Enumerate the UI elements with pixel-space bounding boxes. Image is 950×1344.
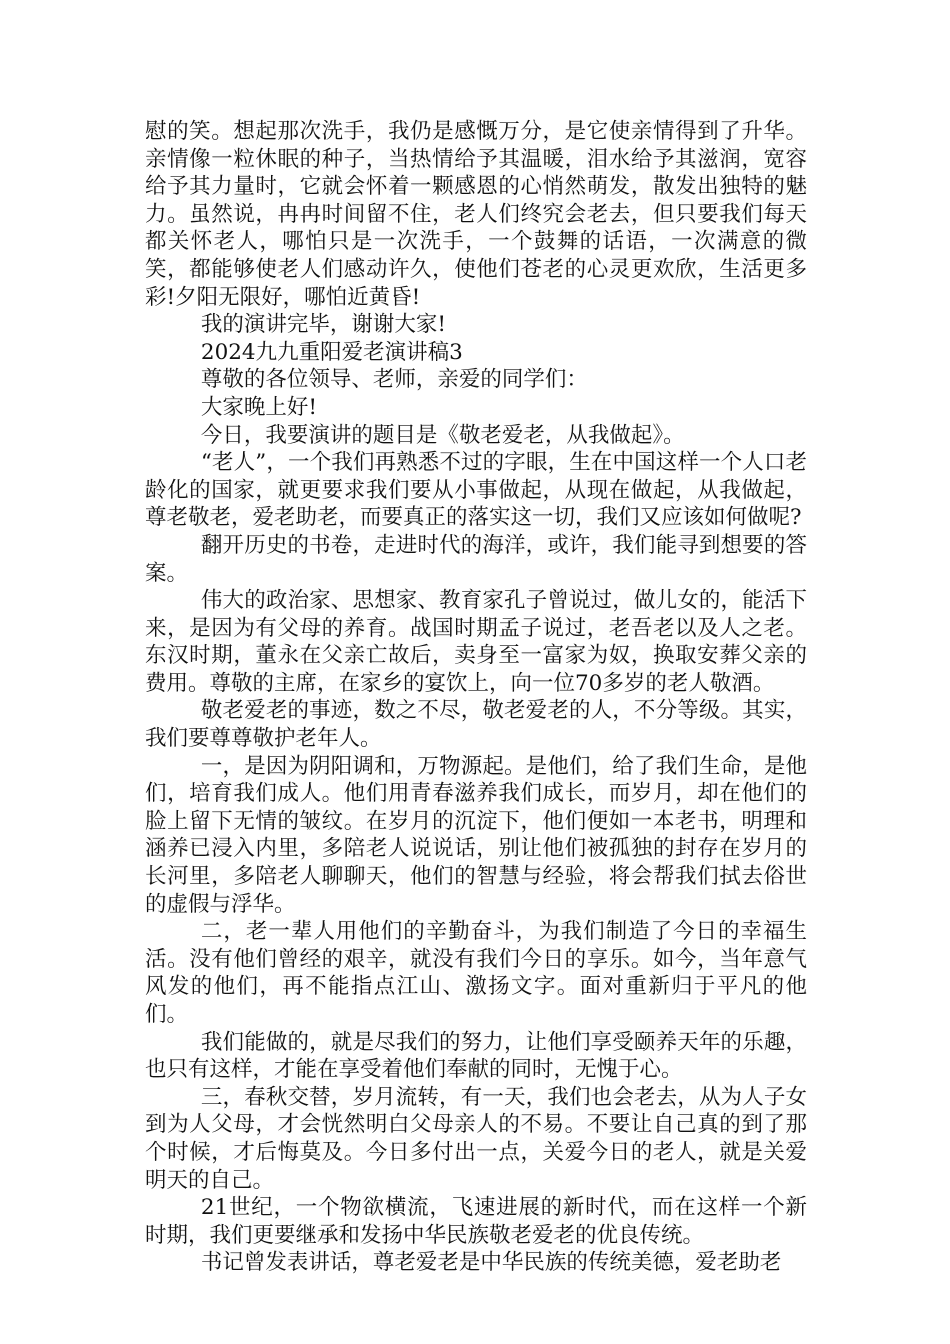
document-page (145, 118, 807, 1277)
paragraph-7: “老人”，一个我们再熟悉不过的字眼，生在中国这样一个人口老龄化的国家，就更要求我们要从小事做起，从现在做起，从我做起，尊老敬老，爱老助老，而要真正的落实这一切，我们又应该如何做呢? (145, 450, 807, 531)
speech-title: 2024九九重阳爱老演讲稿3 (200, 339, 463, 365)
paragraph-15: 21世纪，一个物欲横流，飞速进展的新时代，而在这样一个新时期，我们更要继承和发扬中华民族敬老爱老的优良传统。 (145, 1195, 807, 1248)
salutation: 尊敬的各位领导、老师，亲爱的同学们： (200, 367, 588, 393)
paragraph-14: 三，春秋交替，岁月流转，有一天，我们也会老去，从为人子女到为人父母，才会恍然明白父母亲人的不易。不要让自己真的到了那个时候，才后悔莫及。今日多付出一点，关爱今日的老人，就是关爱明天的自己。 (145, 1084, 807, 1193)
paragraph-13: 我们能做的，就是尽我们的努力，让他们享受颐养天年的乐趣，也只有这样，才能在享受着他们奉献的同时，无愧于心。 (145, 1029, 807, 1083)
paragraph-11: 一，是因为阴阳调和，万物源起。是他们，给了我们生命，是他们，培育我们成人。他们用青春滋养我们成长，而岁月，却在他们的脸上留下无情的皱纹。在岁月的沉淀下，他们便如一本老书，明理和涵养已浸入内里，多陪老人说说话，别让他们被孤独的封存在岁月的长河里，多陪老人聊聊天，他们的智慧与经验，将会帮我们拭去俗世的虚假与浮华。 (145, 753, 807, 917)
paragraph-12: 二，老一辈人用他们的辛勤奋斗，为我们制造了今日的幸福生活。没有他们曾经的艰辛，就没有我们今日的享乐。如今，当年意气风发的他们，再不能指点江山、激扬文字。面对重新归于平凡的他们。 (145, 919, 807, 1027)
greeting: 大家晚上好! (200, 394, 318, 420)
paragraph-2: 我的演讲完毕，谢谢大家! (200, 312, 447, 338)
paragraph-16: 书记曾发表讲话，尊老爱老是中华民族的传统美德，爱老助老 (200, 1250, 782, 1276)
paragraph-10: 敬老爱老的事迹，数之不尽，敬老爱老的人，不分等级。其实，我们要尊尊敬护老年人。 (145, 698, 807, 752)
paragraph-1: 慰的笑。想起那次洗手，我仍是感慨万分，是它使亲情得到了升华。亲情像一粒休眠的种子，当热情给予其温暖，泪水给予其滋润，宽容给予其力量时，它就会怀着一颗感恩的心悄然萌发，散发出独特的魅力。虽然说，冉冉时间留不住，老人们终究会老去，但只要我们每天都关怀老人，哪怕只是一次洗手，一个鼓舞的话语，一次满意的微笑，都能够使老人们感动许久，使他们苍老的心灵更欢欣，生活更多彩!夕阳无限好，哪怕近黄昏! (145, 119, 807, 310)
paragraph-9: 伟大的政治家、思想家、教育家孔子曾说过，做儿女的，能活下来，是因为有父母的养育。战国时期孟子说过，老吾老以及人之老。东汉时期，董永在父亲亡故后，卖身至一富家为奴，换取安葬父亲的费用。尊敬的主席，在家乡的宴饮上，向一位70多岁的老人敬酒。 (145, 588, 807, 696)
paragraph-8: 翻开历史的书卷，走进时代的海洋，或许，我们能寻到想要的答案。 (145, 532, 807, 586)
paragraph-6: 今日，我要演讲的题目是《敬老爱老，从我做起》。 (200, 422, 685, 448)
